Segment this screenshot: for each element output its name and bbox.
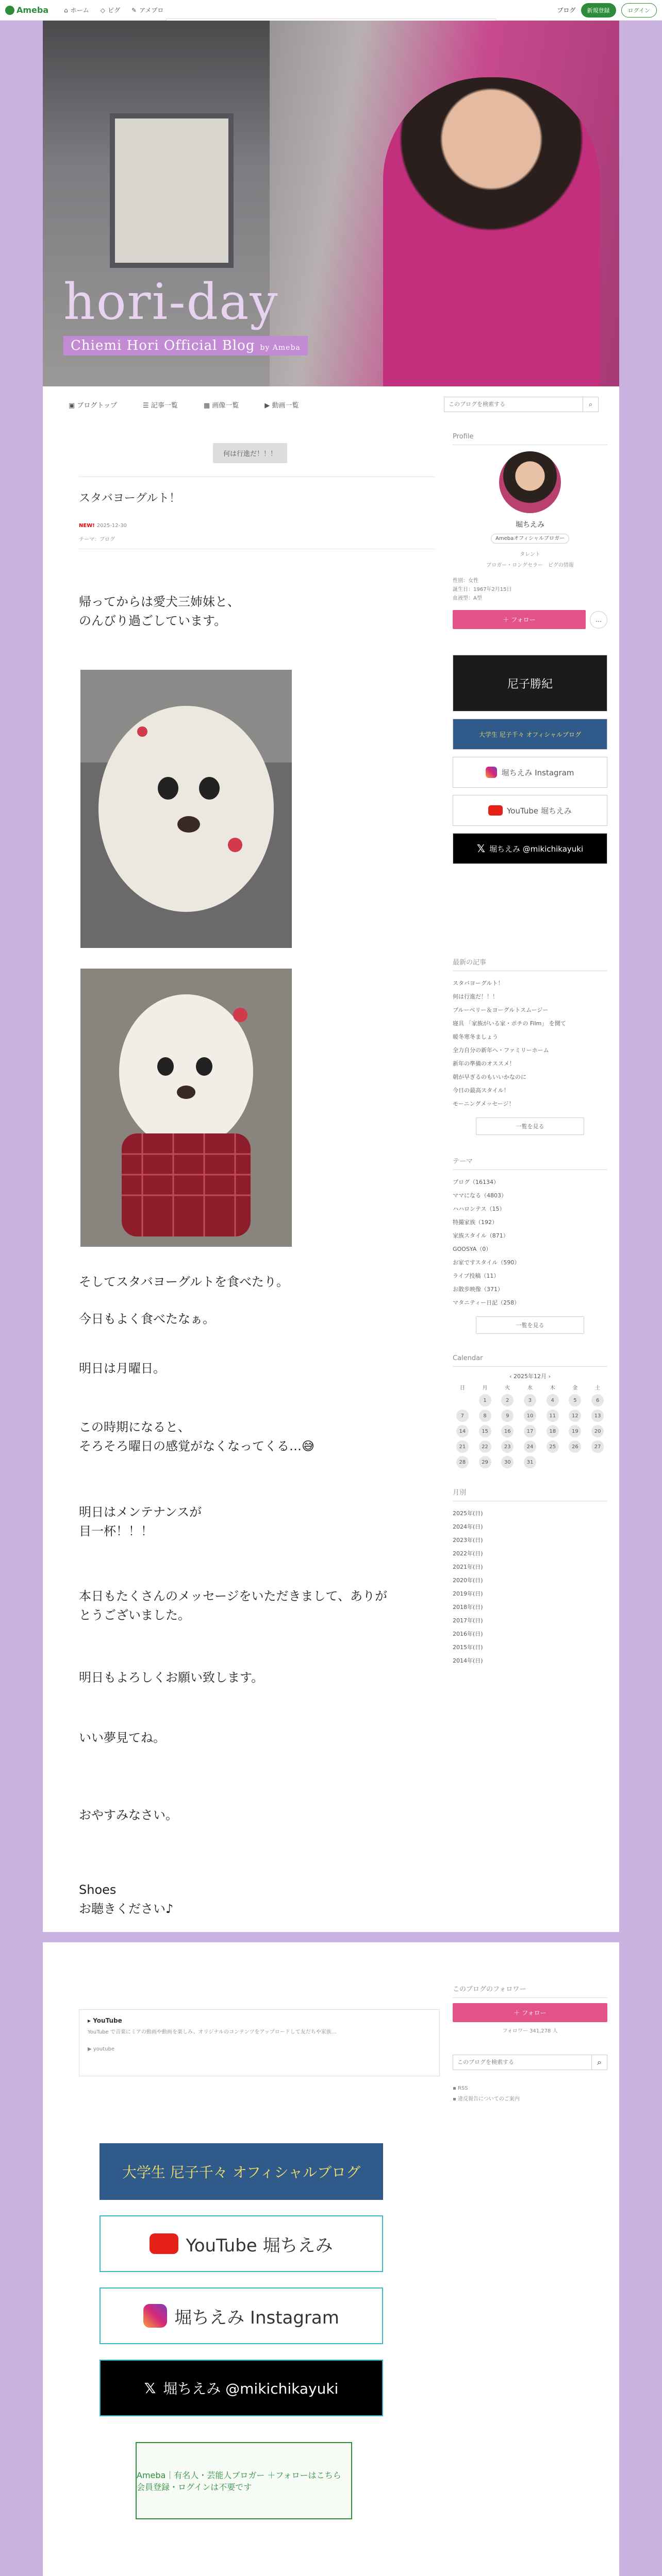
lower-panel [43,1942,619,2576]
nav-ameblo[interactable]: ✎ アメブロ [131,6,164,14]
recent-item[interactable]: 暖冬寒冬ましょう [453,1033,498,1040]
recent-item[interactable]: 今日の最高スタイル！ [453,1087,509,1094]
archive-item[interactable]: 2025年(日) [453,1510,483,1517]
calendar-day[interactable] [498,1425,517,1437]
paragraph: 明日は月曜日。 [79,1361,166,1376]
x-icon: 𝕏 [476,842,485,855]
calendar: 日 月 火 水 木 金 土 [459,1385,601,1391]
profile-details: 性別：女性 誕生日：1967年2月15日 血液型：A型 [453,578,512,601]
x-icon: 𝕏 [144,2379,156,2397]
calendar-day[interactable] [520,1456,540,1468]
search-icon[interactable]: ⌕ [591,2055,607,2070]
theme-item[interactable]: 家族スタイル（871） [453,1232,509,1239]
calendar-day-number: 11 [547,1410,559,1422]
calendar-day-number: 27 [591,1440,604,1453]
blog-search-input[interactable] [444,397,583,412]
dog-photo-1[interactable] [80,670,292,948]
calendar-day[interactable] [475,1456,495,1468]
calendar-day[interactable] [543,1410,562,1422]
calendar-day[interactable] [520,1394,540,1406]
calendar-day[interactable] [543,1440,562,1453]
recent-item[interactable]: 全力自分の新年へ・ファミリーホーム [453,1047,549,1054]
recent-item[interactable]: 朝が早ぎるのもいいかなのに [453,1074,526,1080]
calendar-day [566,1456,585,1468]
calendar-day [543,1456,562,1468]
calendar-day-number: 26 [569,1440,581,1453]
calendar-day [453,1394,472,1406]
calendar-day [588,1456,607,1468]
calendar-day[interactable] [543,1425,562,1437]
avatar[interactable] [499,451,561,513]
theme-item[interactable]: お散歩映像（371） [453,1286,503,1293]
themes-more-button[interactable]: 一覧を見る [476,1316,584,1334]
header-photo-person [383,77,600,386]
theme-item[interactable]: マタニティー日記（258） [453,1299,520,1306]
global-nav [64,6,163,14]
youtube-embed-card[interactable]: ▸ YouTube YouTube で音楽にミアの動画や動画を楽しみ、オリジナルのコンテンツをアップロードして友だちや家族… ▶ youtube [79,2009,440,2076]
followers-follow-button[interactable]: ＋ フォロー [453,2003,607,2022]
prev-article-button[interactable]: 何は行進だ！！！ [213,443,287,463]
calendar-day[interactable] [520,1410,540,1422]
calendar-day-number: 28 [456,1456,469,1468]
calendar-day[interactable] [475,1440,495,1453]
recent-item[interactable]: モーニングメッセージ！ [453,1100,515,1107]
theme-item[interactable]: ブログ（16134） [453,1179,499,1185]
paragraph: 明日はメンテナンスが 目一杯！！！ [79,1505,202,1539]
calendar-day-number: 6 [591,1394,604,1406]
calendar-day-number: 8 [479,1410,491,1422]
sidebar: Profile 堀ちえみ Amebaオフィシャルブロガー タレント ブロガー・ロングセラー ピグの情報 性別：女性 誕生日：1967年2月15日 血液型：A型 ＋ フォロー … 尼子勝紀 大学生 尼子千々 オフィシャルブログ 堀ちえみ Instagram YouTube 堀ちえみ 𝕏 堀ちえみ @mikichikayuki 最新の記事 スタバヨーグルト！ 何は行進だ！！！ ブルーベリー＆ヨーグルトスムージー 寝具 「家族がいる家・ポチの Film」 を開て 暖冬寒冬ましょう 全力自分の新年へ・ファミリーホーム 新年の準備のオススメ！ 朝が早ぎるのもいいかなのに 今日の最高スタイル！ モーニングメッセージ！ 一覧を見る テーマ ブログ（16134） ママになる（4803） ハハロンテス（15） 特撮家族（192） 家族スタイル（871） GOOSYA（0） お家ですスタイル（590） ライブ投稿（11） お散歩映像（371） マタニティー日記（258） 一覧を見る Calendar ‹ 2025年12月 › 日 月 火 水 木 金 土 1 2 3 4 5 6 7 8 9 10 11 12 13 14 15 16 17 18 19 20 21 22 23 24 25 26 27 28 29 30 31 月別 2025年(日) 2024年(日) 2023年(日) 2022年(日) 2021年(日) 2020年(日) 2019年(日) 2018年(日) 2017年(日) 2016年(日) 2015年(日) 2014年(日) [453,433,607,1667]
theme-item[interactable]: 特撮家族（192） [453,1219,498,1226]
calendar-day-number: 29 [479,1456,491,1468]
calendar-day-number: 17 [524,1425,536,1437]
calendar-day[interactable] [453,1410,472,1422]
calendar-day[interactable] [475,1394,495,1406]
recent-heading: 最新の記事 [453,959,487,967]
calendar-day[interactable] [475,1425,495,1437]
recent-item[interactable]: 寝具 「家族がいる家・ポチの Film」 を開て [453,1020,566,1027]
follow-button[interactable]: ＋ フォロー [453,610,586,629]
archive-heading: 月別 [453,1489,467,1497]
theme-heading: テーマ [453,1158,473,1165]
calendar-day-number: 2 [501,1394,514,1406]
calendar-day-number: 9 [501,1410,514,1422]
calendar-day[interactable] [588,1425,607,1437]
global-topbar [0,0,662,21]
archive-item[interactable]: 2014年(日) [453,1657,483,1664]
blog-title: hori-day [63,273,279,331]
calendar-month: ‹ 2025年12月 › [509,1373,551,1380]
theme-item[interactable]: ハハロンテス（15） [453,1206,505,1212]
dog-photo-2[interactable] [80,969,292,1247]
calendar-day-number: 10 [524,1410,536,1422]
calendar-day-number: 5 [569,1394,581,1406]
archive-item[interactable]: 2017年(日) [453,1617,483,1624]
profile-name[interactable]: 堀ちえみ [516,521,544,529]
theme-list [453,1175,607,1309]
calendar-day[interactable] [566,1425,585,1437]
content-panel [43,422,619,1932]
blog-link[interactable]: ブログ [557,7,576,14]
recent-more-button[interactable]: 一覧を見る [476,1117,584,1135]
paragraph: 明日もよろしくお願い致します。 [79,1670,264,1685]
ameba-logo[interactable]: Ameba [5,5,48,15]
more-icon[interactable]: … [590,611,607,629]
calendar-day-number: 23 [501,1440,514,1453]
calendar-day-number: 31 [524,1456,536,1468]
lower-banner-instagram[interactable]: 堀ちえみ Instagram [100,2287,383,2344]
lower-banner-amako[interactable]: 大学生 尼子千々 オフィシャルブログ [100,2143,383,2200]
theme-item[interactable]: GOOSYA（0） [453,1246,492,1252]
calendar-day[interactable] [520,1425,540,1437]
recent-list [453,976,607,1110]
recent-item[interactable]: 新年の準備のオススメ！ [453,1060,515,1067]
archive-item[interactable]: 2018年(日) [453,1604,483,1611]
paragraph: 本日もたくさんのメッセージをいただきまして、ありが とうございました。 [79,1589,388,1623]
calendar-day[interactable] [498,1394,517,1406]
nav-pigg[interactable]: ◇ ピグ [100,6,121,14]
calendar-day-number: 1 [479,1394,491,1406]
calendar-day-number: 16 [501,1425,514,1437]
nav-article-list[interactable]: ☰ 記事一覧 [143,401,178,410]
calendar-day[interactable] [588,1440,607,1453]
report-link[interactable]: ▪ 違反報告についてのご案内 [453,2096,520,2102]
calendar-day[interactable] [588,1410,607,1422]
calendar-day-number: 21 [456,1440,469,1453]
calendar-heading: Calendar [453,1354,483,1362]
blog-search [444,397,599,412]
archive-item[interactable]: 2024年(日) [453,1523,483,1530]
calendar-day-number: 4 [547,1394,559,1406]
banner-instagram[interactable]: 堀ちえみ Instagram [453,757,607,788]
calendar-day-number: 13 [591,1410,604,1422]
archive-item[interactable]: 2022年(日) [453,1550,483,1557]
calendar-day[interactable] [566,1440,585,1453]
entry-date: NEW! 2025-12-30 [79,523,127,529]
banner-amako-blog[interactable]: 大学生 尼子千々 オフィシャルブログ [453,719,607,750]
calendar-day[interactable] [475,1410,495,1422]
archive-item[interactable]: 2019年(日) [453,1590,483,1597]
nav-video-list[interactable]: ▶ 動画一覧 [264,401,299,410]
recent-item[interactable]: ブルーベリー＆ヨーグルトスムージー [453,1007,549,1013]
blog-nav [43,386,619,422]
calendar-day[interactable] [453,1456,472,1468]
archive-item[interactable]: 2021年(日) [453,1564,483,1570]
archive-item[interactable]: 2015年(日) [453,1644,483,1651]
nav-blog-top[interactable]: ▣ ブログトップ [69,401,118,410]
calendar-day-number: 15 [479,1425,491,1437]
calendar-day-number: 19 [569,1425,581,1437]
calendar-day[interactable] [453,1440,472,1453]
search-icon[interactable]: ⌕ [583,397,598,412]
calendar-days [453,1394,607,1468]
entry-theme[interactable]: テーマ：ブログ [79,537,115,543]
archive-list [453,1506,607,1667]
paragraph: そしてスタバヨーグルトを食べたり。 [79,1275,289,1289]
ameba-logo-icon [5,6,14,15]
paragraph: 帰ってからは愛犬三姉妹と、 のんびり過ごしています。 [79,595,240,629]
followers-count: フォロワー 341,278 人 [502,2028,558,2034]
calendar-day[interactable] [498,1440,517,1453]
calendar-day-number: 7 [456,1410,469,1422]
calendar-day[interactable] [588,1394,607,1406]
calendar-day-number: 12 [569,1410,581,1422]
calendar-day-number: 3 [524,1394,536,1406]
theme-item[interactable]: お家ですスタイル（590） [453,1259,520,1266]
calendar-day[interactable] [566,1394,585,1406]
header-photo-window [110,113,234,268]
instagram-icon [143,2304,167,2328]
blog-subtitle: Chiemi Hori Official Blog by Ameba [63,336,308,355]
paragraph: おやすみなさい。 [79,1808,178,1822]
lower-banner-x[interactable]: 𝕏 堀ちえみ @mikichikayuki [100,2360,383,2416]
official-badge: Amebaオフィシャルブロガー [491,534,569,544]
calendar-day-number: 22 [479,1440,491,1453]
lower-banner-ameba-follow[interactable]: Ameba｜有名人・芸能人ブロガー ＋フォローはこちら 会員登録・ログインは不要です [136,2442,352,2519]
signup-button[interactable]: 新規登録 [581,3,616,18]
lower-search-input[interactable] [453,2055,591,2070]
archive-item[interactable]: 2023年(日) [453,1537,483,1544]
paragraph: この時期になると、 そろそろ曜日の感覚がなくなってくる…😅 [79,1420,315,1454]
calendar-day[interactable] [498,1456,517,1468]
calendar-day-number: 24 [524,1440,536,1453]
rss-link[interactable]: ▪ RSS [453,2086,468,2091]
lower-banner-youtube[interactable]: YouTube 堀ちえみ [100,2215,383,2272]
login-button[interactable]: ログイン [621,3,657,18]
youtube-icon [150,2233,178,2254]
calendar-day[interactable] [498,1410,517,1422]
nav-home[interactable]: ⌂ ホーム [64,6,89,14]
calendar-day-number: 14 [456,1425,469,1437]
calendar-day-number: 25 [547,1440,559,1453]
calendar-day-number: 20 [591,1425,604,1437]
paragraph: Shoes お聴きください♪ [79,1883,174,1917]
banner-x[interactable]: 𝕏 堀ちえみ @mikichikayuki [453,833,607,864]
archive-item[interactable]: 2016年(日) [453,1631,483,1637]
archive-item[interactable]: 2020年(日) [453,1577,483,1584]
lower-search [453,2055,607,2070]
instagram-icon [486,767,497,778]
calendar-day[interactable] [453,1425,472,1437]
calendar-day[interactable] [543,1394,562,1406]
recent-item[interactable]: スタバヨーグルト！ [453,980,504,987]
paragraph: いい夢見てね。 [79,1731,166,1745]
followers-heading: このブログのフォロワー [453,1986,526,1993]
nav-image-list[interactable]: ▦ 画像一覧 [203,401,239,410]
recent-item[interactable]: 何は行進だ！！！ [453,993,498,1000]
calendar-day-number: 30 [501,1456,514,1468]
calendar-day[interactable] [520,1440,540,1453]
youtube-card-title: ▸ YouTube [88,2017,122,2024]
profile-heading: Profile [453,433,474,440]
theme-item[interactable]: ママになる（4803） [453,1192,507,1199]
banner-youtube[interactable]: YouTube 堀ちえみ [453,795,607,826]
youtube-icon [488,805,503,816]
calendar-day[interactable] [566,1410,585,1422]
paragraph: 今日もよく食べたなぁ。 [79,1312,215,1326]
entry-title[interactable]: スタバヨーグルト！ [79,492,181,505]
calendar-day-number: 18 [547,1425,559,1437]
blog-header[interactable] [43,21,619,386]
theme-item[interactable]: ライブ投稿（11） [453,1273,500,1279]
banner-amako[interactable]: 尼子勝紀 [453,655,607,711]
